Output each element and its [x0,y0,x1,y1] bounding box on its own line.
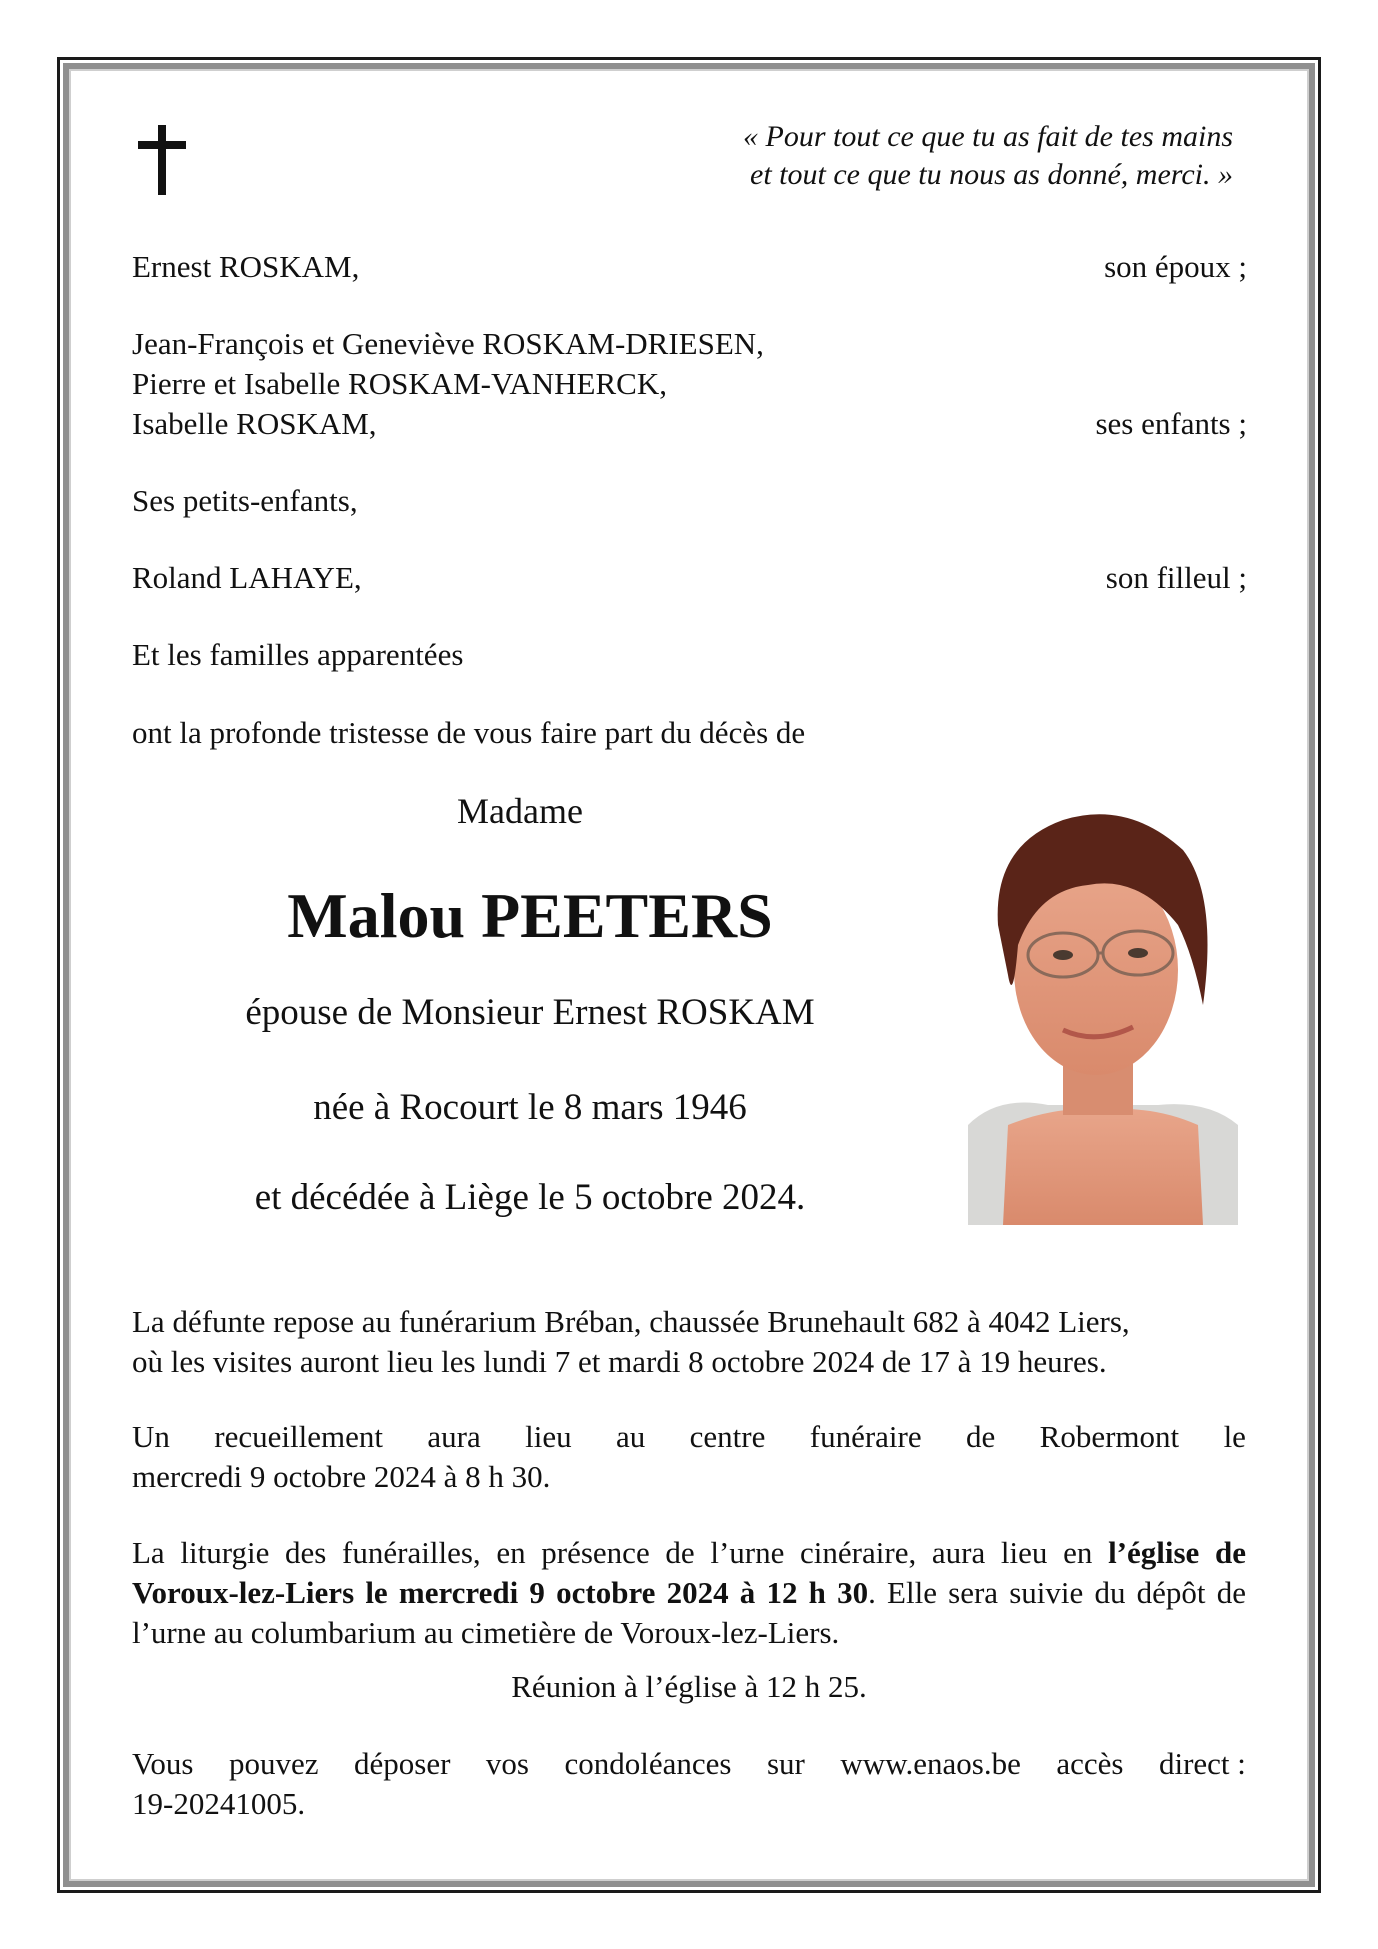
child-1: Jean-François et Geneviève ROSKAM-DRIESEN, [132,326,764,361]
gathering-word: Un [132,1419,170,1454]
birth-line: née à Rocourt le 8 mars 1946 [313,1087,747,1128]
death-line: et décédée à Liège le 5 octobre 2024. [254,1177,806,1218]
condolence-code: 19-20241005. [132,1786,306,1821]
condolence-word: sur [766,1746,805,1781]
rest-paragraph [132,1302,1246,1382]
deceased-title: Madame [457,791,583,831]
quote-line-2: et tout ce que tu nous as donné, merci. » [750,158,1233,191]
spouse-role: son époux ; [1104,249,1247,284]
gathering-word: le [1223,1419,1246,1454]
child-2: Pierre et Isabelle ROSKAM-VANHERCK, [132,366,667,401]
gathering-word: au [615,1419,646,1454]
gathering-word: lieu [525,1419,572,1454]
gathering-word: recueillement [214,1419,383,1454]
announcement: ont la profonde tristesse de vous faire part du décès de [132,715,806,750]
gathering-line-2: mercredi 9 octobre 2024 à 8 h 30. [132,1459,551,1494]
quote-line-1: « Pour tout ce que tu as fait de tes mains [743,120,1233,153]
grandchildren: Ses petits-enfants, [132,483,358,518]
condolence-line-1 [132,1744,1246,1784]
godson-name: Roland LAHAYE, [132,560,362,595]
gathering-word: de [966,1419,996,1454]
child-3: Isabelle ROSKAM, [132,406,377,441]
meeting-line: Réunion à l’église à 12 h 25. [511,1669,867,1704]
condolence-word: accès [1056,1746,1124,1781]
liturgy-bold: l’église de Voroux-lez-Liers le mercredi 9 octobre 2024 à 12 h 30 [132,1535,1246,1610]
condolence-word: déposer [354,1746,451,1781]
relatives: Et les familles apparentées [132,637,464,672]
children-role: ses enfants ; [1095,406,1247,441]
condolence-word: condoléances [564,1746,732,1781]
gathering-word: funéraire [809,1419,922,1454]
gathering-word: Robermont [1039,1419,1180,1454]
liturgy-text-a: La liturgie des funérailles, en présence de l’urne cinéraire, aura lieu en [132,1535,1109,1570]
spouse-name: Ernest ROSKAM, [132,249,360,284]
liturgy-paragraph [132,1533,1246,1653]
godson-role: son filleul ; [1105,560,1247,595]
condolence-link[interactable]: www.enaos.be [840,1746,1021,1781]
condolence-paragraph [132,1744,1246,1824]
condolence-word: vos [485,1746,529,1781]
gathering-paragraph [132,1417,1246,1497]
epitaph-quote [743,118,1233,194]
condolence-word: direct : [1158,1746,1246,1781]
condolence-word: pouvez [228,1746,319,1781]
gathering-word: aura [427,1419,481,1454]
cross-icon [134,125,190,195]
spouse-of: épouse de Monsieur Ernest ROSKAM [245,992,815,1033]
condolence-word: Vous [132,1746,194,1781]
gathering-word: centre [689,1419,766,1454]
deceased-name: Malou PEETERS [287,880,773,951]
gathering-line-1 [132,1417,1246,1457]
rest-line-1: La défunte repose au funérarium Bréban, chaussée Brunehault 682 à 4042 Liers, [132,1304,1130,1339]
rest-line-2: où les visites auront lieu les lundi 7 et mardi 8 octobre 2024 de 17 à 19 heures. [132,1344,1107,1379]
liturgy-text-c: . Elle sera suivie du dépôt de l’urne au columbarium au cimetière de Voroux-lez-Liers. [132,1575,1246,1650]
portrait-photo [968,805,1238,1225]
